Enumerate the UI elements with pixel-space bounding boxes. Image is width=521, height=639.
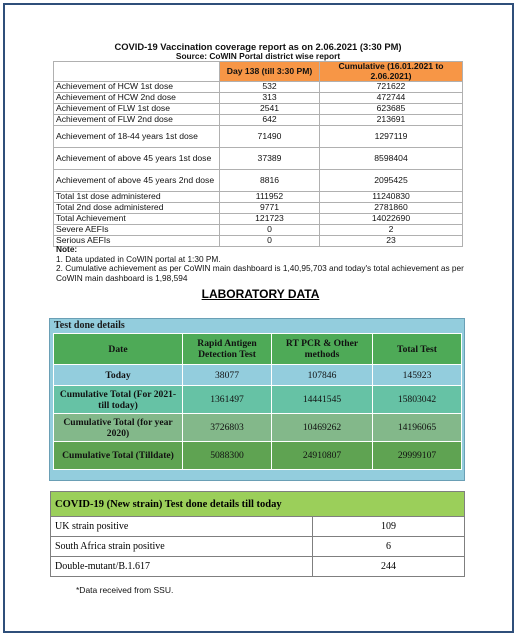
rtpcr-value: 10469262: [272, 414, 373, 442]
row-cumulative-value: 623685: [320, 104, 463, 115]
row-label: Severe AEFIs: [54, 225, 220, 236]
row-label: Cumulative Total (for year 2020): [54, 414, 183, 442]
table-row: [54, 365, 462, 386]
row-label: Achievement of above 45 years 2nd dose: [54, 170, 220, 192]
strain-label: South Africa strain positive: [51, 537, 313, 557]
strain-value: 6: [313, 537, 465, 557]
row-cumulative-value: 213691: [320, 115, 463, 126]
row-label: Achievement of HCW 2nd dose: [54, 93, 220, 104]
header-blank: [54, 62, 220, 82]
row-day-value: 642: [220, 115, 320, 126]
row-day-value: 313: [220, 93, 320, 104]
row-cumulative-value: 1297119: [320, 126, 463, 148]
test-details-panel: [49, 318, 465, 481]
table-row: [54, 192, 463, 203]
row-label: Achievement of 18-44 years 1st dose: [54, 126, 220, 148]
strain-label: UK strain positive: [51, 517, 313, 537]
header-rapid-antigen: Rapid Antigen Detection Test: [183, 334, 272, 365]
rtpcr-value: 24910807: [272, 442, 373, 470]
notes: [56, 245, 466, 283]
row-cumulative-value: 8598404: [320, 148, 463, 170]
row-label: Achievement of FLW 2nd dose: [54, 115, 220, 126]
strain-label: Double-mutant/B.1.617: [51, 557, 313, 577]
rat-value: 1361497: [183, 386, 272, 414]
rat-value: 3726803: [183, 414, 272, 442]
rtpcr-value: 107846: [272, 365, 373, 386]
row-cumulative-value: 2: [320, 225, 463, 236]
row-label: Achievement of above 45 years 1st dose: [54, 148, 220, 170]
strain-value: 109: [313, 517, 465, 537]
row-day-value: 8816: [220, 170, 320, 192]
row-day-value: 0: [220, 236, 320, 247]
row-day-value: 0: [220, 225, 320, 236]
row-day-value: 111952: [220, 192, 320, 203]
table-row: [51, 537, 465, 557]
table-row: [54, 104, 463, 115]
header-total: Total Test: [373, 334, 462, 365]
row-label: Total 2nd dose administered: [54, 203, 220, 214]
row-cumulative-value: 11240830: [320, 192, 463, 203]
row-label: Today: [54, 365, 183, 386]
total-value: 29999107: [373, 442, 462, 470]
row-cumulative-value: 2781860: [320, 203, 463, 214]
row-label: Total Achievement: [54, 214, 220, 225]
strain-value: 244: [313, 557, 465, 577]
rat-value: 5088300: [183, 442, 272, 470]
row-label: Cumulative Total (For 2021- till today): [54, 386, 183, 414]
row-label: Achievement of FLW 1st dose: [54, 104, 220, 115]
row-cumulative-value: 2095425: [320, 170, 463, 192]
header-day: Day 138 (till 3:30 PM): [220, 62, 320, 82]
note-2: 2. Cumulative achievement as per CoWIN main dashboard is 1,40,95,703 and today's total achievement as per CoWIN main dashboard is 1,98,594: [56, 263, 464, 283]
total-value: 145923: [373, 365, 462, 386]
note-label: Note:: [56, 244, 78, 254]
vaccination-title: COVID-19 Vaccination coverage report as on 2.06.2021 (3:30 PM): [114, 41, 402, 52]
strain-title: COVID-19 (New strain) Test done details till today: [51, 492, 465, 517]
row-label: Cumulative Total (Tilldate): [54, 442, 183, 470]
total-value: 14196065: [373, 414, 462, 442]
row-day-value: 2541: [220, 104, 320, 115]
table-row: [54, 126, 463, 148]
header-date: Date: [54, 334, 183, 365]
row-cumulative-value: 721622: [320, 82, 463, 93]
rat-value: 38077: [183, 365, 272, 386]
table-row: [54, 115, 463, 126]
table-row: [54, 148, 463, 170]
row-cumulative-value: 14022690: [320, 214, 463, 225]
table-row: [54, 442, 462, 470]
vaccination-table: [53, 41, 463, 247]
note-1: 1. Data updated in CoWIN portal at 1:30 PM.: [56, 253, 221, 264]
table-row: [54, 225, 463, 236]
table-row: [54, 414, 462, 442]
table-row: [54, 203, 463, 214]
row-day-value: 121723: [220, 214, 320, 225]
rtpcr-value: 14441545: [272, 386, 373, 414]
table-row: [54, 82, 463, 93]
row-label: Achievement of HCW 1st dose: [54, 82, 220, 93]
table-row: [51, 517, 465, 537]
row-label: Total 1st dose administered: [54, 192, 220, 203]
total-value: 15803042: [373, 386, 462, 414]
header-rtpcr: RT PCR & Other methods: [272, 334, 373, 365]
table-row: [54, 93, 463, 104]
strain-table: [50, 491, 465, 577]
row-cumulative-value: 23: [320, 236, 463, 247]
row-label: Serious AEFIs: [54, 236, 220, 247]
row-day-value: 37389: [220, 148, 320, 170]
row-day-value: 71490: [220, 126, 320, 148]
row-cumulative-value: 472744: [320, 93, 463, 104]
table-row: [54, 386, 462, 414]
row-day-value: 9771: [220, 203, 320, 214]
header-cumulative: Cumulative (16.01.2021 to 2.06.2021): [320, 62, 463, 82]
table-row: [54, 170, 463, 192]
table-row: [51, 557, 465, 577]
test-details-table: [53, 333, 462, 470]
table-row: [54, 214, 463, 225]
test-details-caption: Test done details: [54, 320, 125, 331]
laboratory-title: LABORATORY DATA: [201, 287, 320, 301]
row-day-value: 532: [220, 82, 320, 93]
vaccination-source: Source: CoWIN Portal district wise report: [175, 51, 341, 61]
footnote: *Data received from SSU.: [76, 585, 174, 595]
